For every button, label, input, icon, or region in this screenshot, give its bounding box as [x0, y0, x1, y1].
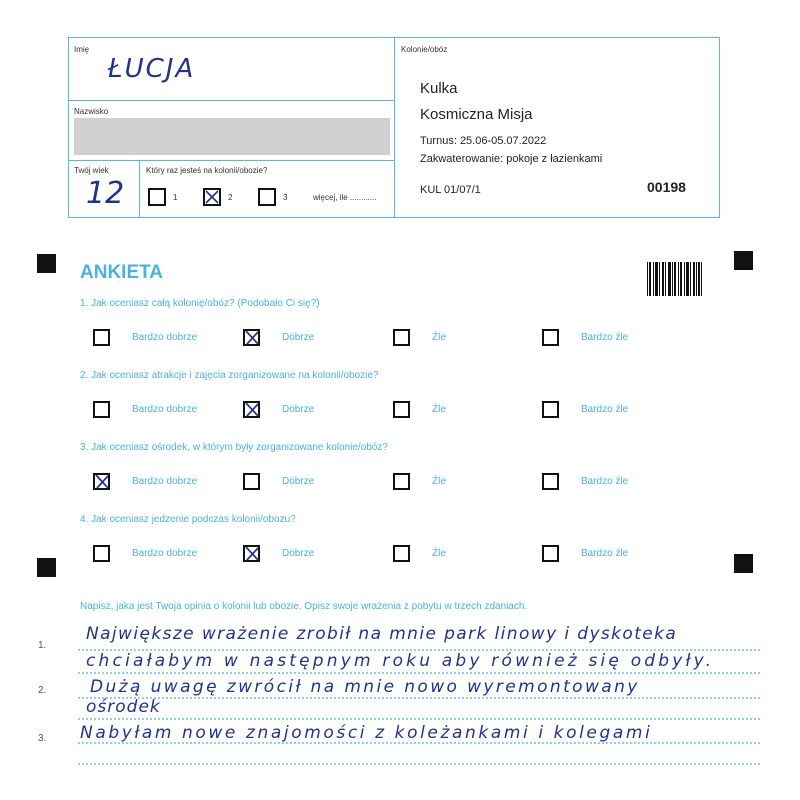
writing-line: [78, 718, 760, 720]
question-3-option-2: Dobrze: [282, 476, 315, 487]
writing-line: [78, 697, 760, 699]
check-x-icon: [203, 188, 221, 206]
question-1-option-3: Źle: [432, 332, 446, 343]
question-3-checkbox-3[interactable]: [393, 473, 410, 490]
opinion-line-3: Dużą uwagę zwrócił na mnie nowo wyremontowany: [90, 677, 640, 697]
question-2-option-4: Bardzo źle: [581, 404, 629, 415]
question-1-option-2: Dobrze: [282, 332, 315, 343]
question-1-checkbox-2[interactable]: [243, 329, 260, 346]
question-2-option-2: Dobrze: [282, 404, 315, 415]
times-option-2: 2: [228, 193, 233, 202]
camp-name2: Kosmiczna Misja: [420, 106, 533, 123]
times-checkbox-1[interactable]: [148, 188, 166, 206]
opinion-line-4: ośrodek: [86, 697, 161, 717]
name-label: Imię: [74, 45, 90, 54]
check-x-icon: [93, 473, 110, 490]
check-x-icon: [243, 545, 260, 562]
question-1-checkbox-1[interactable]: [93, 329, 110, 346]
question-1-option-1: Bardzo dobrze: [132, 332, 198, 343]
question-2-option-1: Bardzo dobrze: [132, 404, 198, 415]
camp-label: Kolonie/obóz: [401, 45, 448, 54]
times-more: więcej, ile ............: [313, 193, 377, 202]
name-value: ŁUCJA: [108, 54, 196, 84]
opinion-line-2: chciałabym w następnym roku aby również się odbyły.: [86, 651, 715, 671]
survey-title: ANKIETA: [80, 262, 164, 283]
question-2-text: 2. Jak oceniasz atrakcje i zajęcia zorganizowane na kolonii/obozie?: [80, 370, 379, 381]
line-number-3: 3.: [38, 733, 47, 744]
opinion-line-5: Nabyłam nowe znajomości z koleżankami i kolegami: [80, 723, 653, 743]
question-4-option-2: Dobrze: [282, 548, 315, 559]
question-4-option-3: Źle: [432, 548, 446, 559]
question-1-checkbox-3[interactable]: [393, 329, 410, 346]
question-2-checkbox-1[interactable]: [93, 401, 110, 418]
writing-line: [78, 672, 760, 674]
opinion-line-1: Największe wrażenie zrobił na mnie park linowy i dyskoteka: [86, 624, 678, 644]
times-checkbox-3[interactable]: [258, 188, 276, 206]
question-4-checkbox-3[interactable]: [393, 545, 410, 562]
registration-marker: [37, 254, 56, 273]
opinion-prompt: Napisz, jaka jest Twoja opinia o kolonii lub obozie. Opisz swoje wrażenia z pobytu w trzech zdaniach.: [80, 601, 528, 612]
question-1-checkbox-4[interactable]: [542, 329, 559, 346]
times-option-1: 1: [173, 193, 178, 202]
question-3-checkbox-4[interactable]: [542, 473, 559, 490]
question-3-text: 3. Jak oceniasz ośrodek, w którym były zorganizowane kolonie/obóz?: [80, 442, 388, 453]
surname-label: Nazwisko: [74, 107, 109, 116]
question-4-checkbox-1[interactable]: [93, 545, 110, 562]
question-4-checkbox-4[interactable]: [542, 545, 559, 562]
question-1-text: 1. Jak oceniasz całą kolonię/obóz? (Podobało Ci się?): [80, 298, 320, 309]
question-2-checkbox-2[interactable]: [243, 401, 260, 418]
header-row-divider: [68, 160, 394, 161]
question-3-checkbox-2[interactable]: [243, 473, 260, 490]
question-2-checkbox-3[interactable]: [393, 401, 410, 418]
registration-marker: [734, 251, 753, 270]
registration-marker: [734, 554, 753, 573]
question-4-option-1: Bardzo dobrze: [132, 548, 198, 559]
times-option-3: 3: [283, 193, 288, 202]
header-col-divider: [139, 160, 140, 218]
question-2-option-3: Źle: [432, 404, 446, 415]
camp-number: 00198: [647, 179, 686, 195]
check-x-icon: [243, 401, 260, 418]
question-3-option-4: Bardzo źle: [581, 476, 629, 487]
age-label: Twój wiek: [74, 166, 109, 175]
writing-line: [78, 763, 760, 765]
times-label: Który raz jesteś na kolonii/obozie?: [146, 166, 268, 175]
question-4-checkbox-2[interactable]: [243, 545, 260, 562]
question-2-checkbox-4[interactable]: [542, 401, 559, 418]
zakwaterowanie: Zakwaterowanie: pokoje z łazienkami: [420, 153, 603, 165]
question-4-text: 4. Jak oceniasz jedzenie podczas kolonii/obozu?: [80, 514, 296, 525]
times-checkbox-2[interactable]: [203, 188, 221, 206]
turnus: Turnus: 25.06-05.07.2022: [420, 135, 547, 147]
question-3-checkbox-1[interactable]: [93, 473, 110, 490]
check-x-icon: [243, 329, 260, 346]
header-row-divider: [68, 100, 394, 101]
camp-code: KUL 01/07/1: [420, 184, 481, 196]
barcode-icon: [647, 262, 703, 296]
surname-redaction: [74, 118, 390, 155]
question-1-option-4: Bardzo źle: [581, 332, 629, 343]
age-value: 12: [86, 176, 125, 211]
line-number-2: 2.: [38, 685, 47, 696]
line-number-1: 1.: [38, 640, 47, 651]
camp-name1: Kulka: [420, 80, 458, 97]
question-4-option-4: Bardzo źle: [581, 548, 629, 559]
question-3-option-1: Bardzo dobrze: [132, 476, 198, 487]
question-3-option-3: Źle: [432, 476, 446, 487]
registration-marker: [37, 558, 56, 577]
header-divider: [394, 37, 395, 218]
